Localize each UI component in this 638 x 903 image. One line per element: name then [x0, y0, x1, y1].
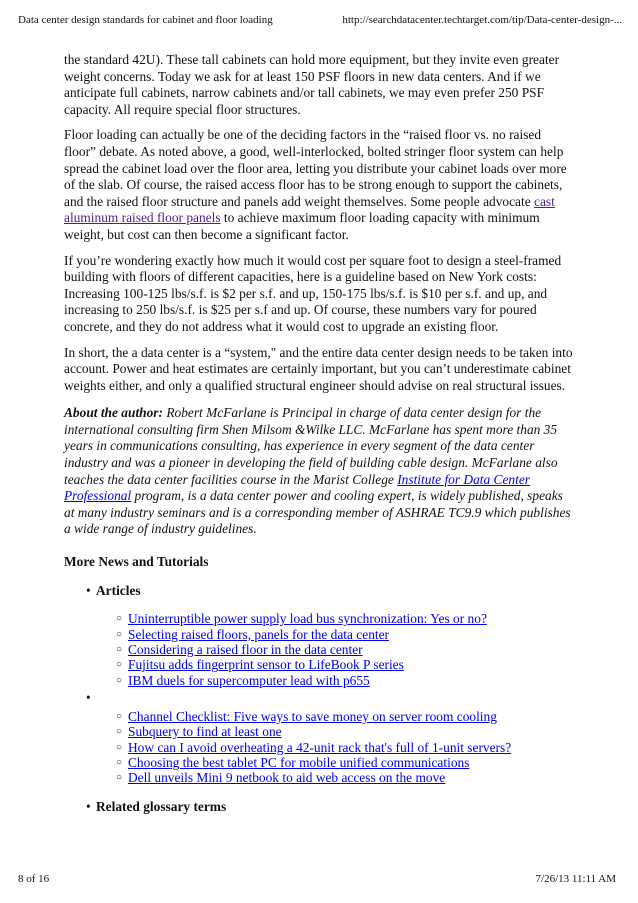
paragraph-costs: If you’re wondering exactly how much it would cost per square foot to design a steel-framed building with floors of different capacities, here is a guideline based on New York costs: Increasing 100-125 lbs/s.f. is $2 per s.f. and up, 150-175 lbs/s.f. is $10 per s.f. and up, and increasing to 250 lbs/s.f. is $25 per s.f and up. Of course, these numbers vary for poured concrete, and they do not address what it would cost to upgrade an existing floor. — [64, 252, 562, 334]
article-link[interactable]: IBM duels for supercomputer lead with p655 — [128, 672, 370, 688]
article-body — [64, 52, 574, 815]
glossary-bullet: • Related glossary terms — [86, 798, 227, 814]
list-item — [116, 642, 574, 658]
bullet-dot-icon: • — [86, 798, 91, 814]
articles-bullet: • Articles — [86, 582, 141, 598]
paragraph-summary: In short, the a data center is a “system," and the entire data center design needs to be taken into account. Power and heat estimates are certainly important, but you can’t underestimate cabinet weights either, and only a qualified structural engineer should advise on real structural issues. — [64, 344, 573, 393]
article-link[interactable]: Channel Checklist: Five ways to save money on server room cooling — [128, 708, 497, 724]
list-item — [116, 672, 574, 688]
circle-bullet-icon: ○ — [116, 659, 123, 671]
more-news-heading: More News and Tutorials — [64, 554, 209, 570]
page-header-url: http://searchdatacenter.techtarget.com/tip/Data-center-design-... — [342, 14, 622, 26]
bullet-dot-icon: • — [86, 690, 91, 706]
empty-bullet — [64, 690, 574, 707]
circle-bullet-icon: ○ — [116, 613, 123, 625]
circle-bullet-icon: ○ — [116, 644, 123, 656]
print-timestamp: 7/26/13 11:11 AM — [535, 873, 616, 885]
article-list-2 — [64, 709, 574, 786]
article-link[interactable]: Fujitsu adds fingerprint sensor to LifeBook P series — [128, 657, 404, 673]
page-header-title: Data center design standards for cabinet and floor loading — [18, 14, 273, 26]
circle-bullet-icon: ○ — [116, 757, 123, 769]
circle-bullet-icon: ○ — [116, 741, 123, 753]
article-link[interactable]: Dell unveils Mini 9 netbook to aid web access on the move — [128, 770, 446, 786]
circle-bullet-icon: ○ — [116, 628, 123, 640]
list-item — [116, 739, 574, 755]
circle-bullet-icon: ○ — [116, 674, 123, 686]
link-cast-aluminum-panels[interactable]: cast aluminum raised floor panels — [64, 193, 555, 226]
circle-bullet-icon: ○ — [116, 726, 123, 738]
paragraph-floor-loading: Floor loading can actually be one of the deciding factors in the “raised floor vs. no raised floor” debate. As noted above, a good, well-interlocked, bolted stringer floor system can help spread the cabinet load over the floor area, letting you distribute your cabinet loads over more of the slab. Of course, the raised access floor has to be strong enough to support the cabinets, and the raised floor structure and panels add weight themselves. Some people advocate cast aluminum raised floor panels to achieve maximum floor loading capacity with minimum weight, but cost can then become a significant factor. — [64, 127, 567, 242]
list-item — [116, 657, 574, 673]
bullet-dot-icon: • — [86, 582, 91, 598]
list-item — [116, 708, 574, 724]
article-link[interactable]: How can I avoid overheating a 42-unit rack that's full of 1-unit servers? — [128, 739, 512, 755]
author-bio: About the author: Robert McFarlane is Principal in charge of data center design for the international consulting firm Shen Milsom &Wilke LLC. McFarlane has spent more than 35 years in communications consulting, has experience in every segment of the data center industry and was a pioneer in developing the field of building cable design. McFarlane also teaches the data center facilities course in the Marist College Institute for Data Center Professional program, is a data center power and cooling expert, is widely published, speaks at many industry seminars and is a corresponding member of ASHRAE TC9.9 which publishes a wide range of industry guidelines. — [64, 405, 571, 537]
list-item — [116, 755, 574, 771]
article-link[interactable]: Selecting raised floors, panels for the data center — [128, 626, 390, 642]
article-link[interactable]: Uninterruptible power supply load bus synchronization: Yes or no? — [128, 611, 487, 627]
list-item — [116, 626, 574, 642]
list-item — [116, 611, 574, 627]
link-institute[interactable]: Institute for Data Center Professional — [64, 471, 531, 504]
paragraph-cabinet-weight: the standard 42U). These tall cabinets can hold more equipment, but they invite even greater weight concerns. Today we ask for at least 150 PSF floors in new data centers. And if we anticipate full cabinets, narrow cabinets and/or tall cabinets, we may even prefer 250 PSF capacity. All require special floor structures. — [64, 52, 560, 117]
article-link[interactable]: Choosing the best tablet PC for mobile unified communications — [128, 755, 470, 771]
article-link[interactable]: Considering a raised floor in the data center — [128, 642, 363, 658]
article-link[interactable]: Subquery to find at least one — [128, 724, 282, 740]
page-number: 8 of 16 — [18, 873, 50, 885]
list-item — [116, 724, 574, 740]
list-item — [116, 770, 574, 786]
circle-bullet-icon: ○ — [116, 772, 123, 784]
circle-bullet-icon: ○ — [116, 710, 123, 722]
author-label: About the author: — [64, 405, 163, 421]
article-list-1 — [64, 611, 574, 688]
